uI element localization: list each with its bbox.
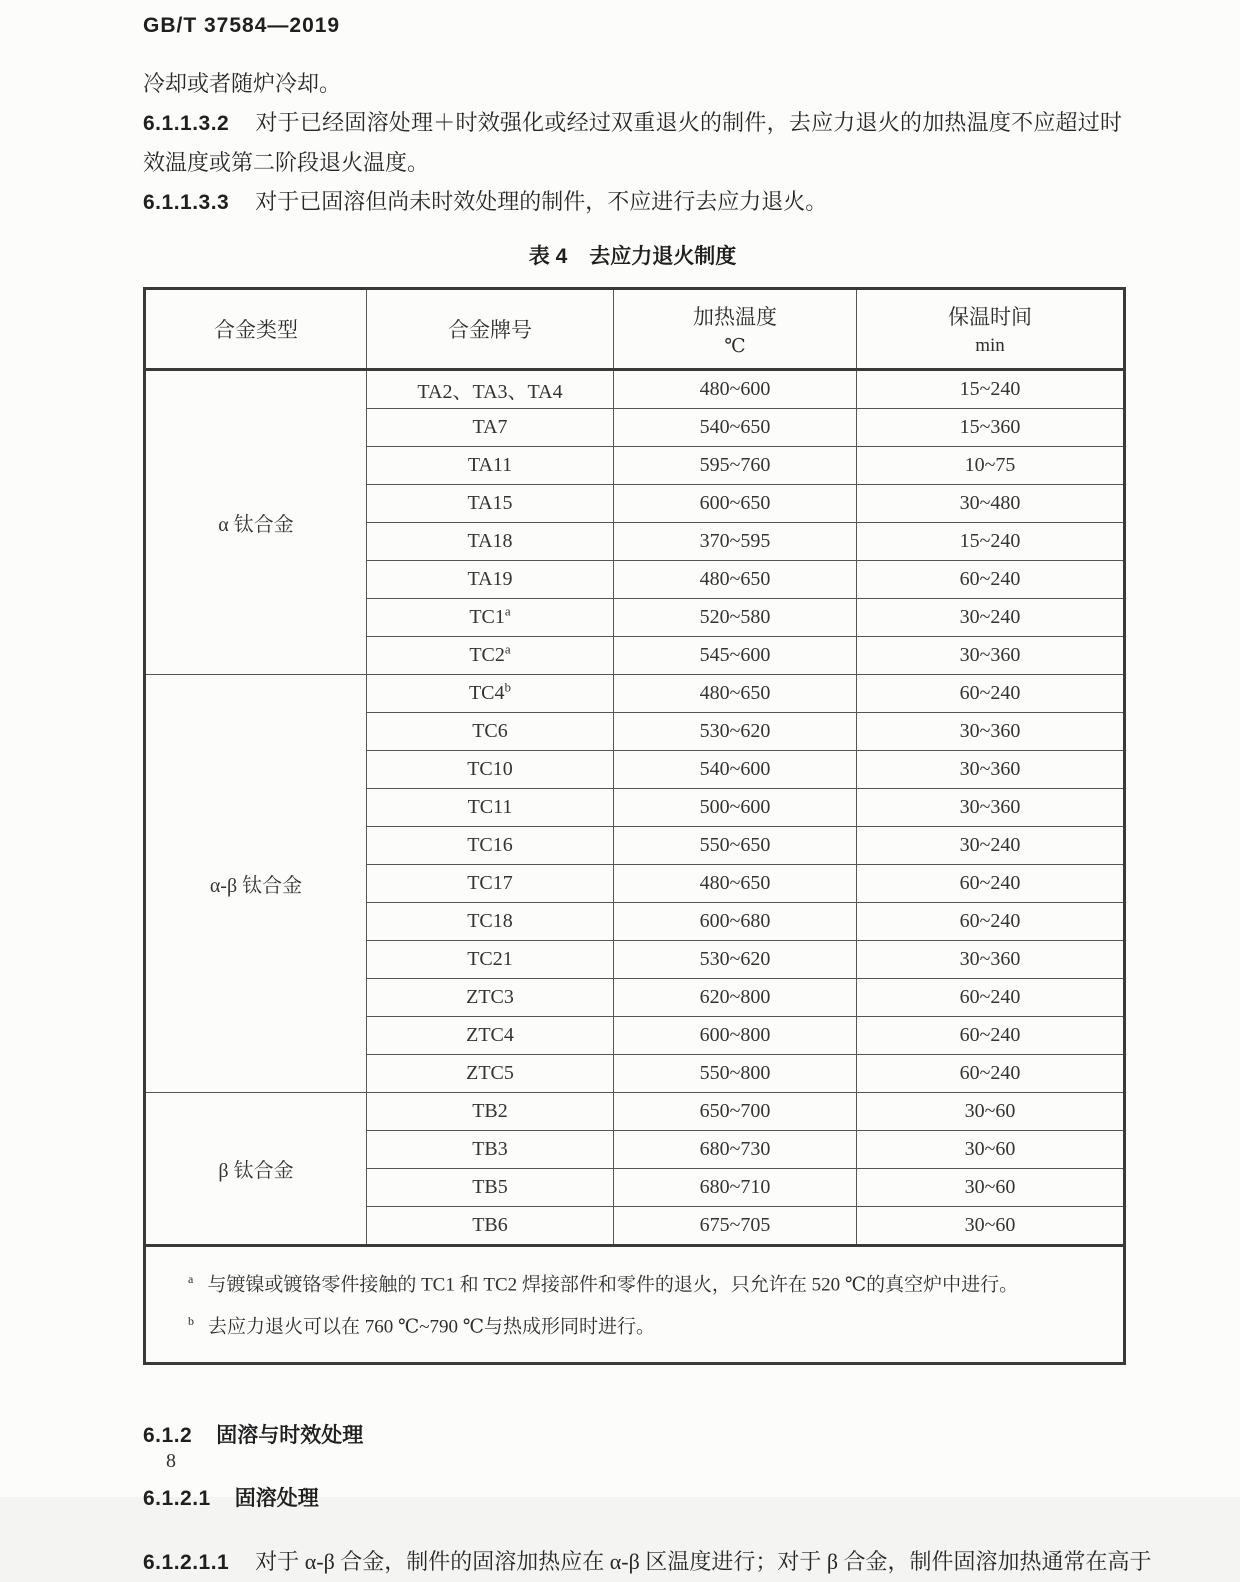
holding-time-cell: 60~240 xyxy=(857,903,1125,941)
heating-temp-cell: 595~760 xyxy=(614,447,857,485)
table-caption-label: 表 4 xyxy=(528,245,568,268)
alloy-grade-cell: TB6 xyxy=(367,1207,614,1246)
alloy-grade-cell: TA18 xyxy=(367,523,614,561)
alloy-grade-cell: TA11 xyxy=(367,447,614,485)
heating-temp-cell: 650~700 xyxy=(614,1093,857,1131)
heating-temp-cell: 500~600 xyxy=(614,789,857,827)
holding-time-cell: 15~360 xyxy=(857,409,1125,447)
heading-title: 固溶与时效处理 xyxy=(216,1423,364,1447)
clause-number: 6.1.2 xyxy=(143,1423,193,1447)
paragraph-cooling xyxy=(143,64,1122,103)
time-unit: min xyxy=(975,335,1005,356)
alloy-grade-cell: TC18 xyxy=(367,903,614,941)
alloy-grade-cell: TB5 xyxy=(367,1169,614,1207)
holding-time-cell: 30~240 xyxy=(857,599,1125,637)
holding-time-cell: 30~480 xyxy=(857,485,1125,523)
alloy-grade-cell: TC11 xyxy=(367,789,614,827)
table-row xyxy=(145,1093,1125,1131)
alloy-grade-cell: TA15 xyxy=(367,485,614,523)
standard-number: GB/T 37584—2019 xyxy=(143,14,341,37)
alloy-grade-cell: TC21 xyxy=(367,941,614,979)
alloy-type-cell: α 钛合金 xyxy=(145,370,367,675)
alloy-grade-cell: ZTC4 xyxy=(367,1017,614,1055)
clause-6-1-1-3-2 xyxy=(143,103,1122,182)
holding-time-cell: 60~240 xyxy=(857,561,1125,599)
table-caption xyxy=(143,240,1122,270)
holding-time-cell: 30~60 xyxy=(857,1093,1125,1131)
alloy-grade-cell: TC17 xyxy=(367,865,614,903)
footnote-text: 与镀镍或镀铬零件接触的 TC1 和 TC2 焊接部件和零件的退火，只允许在 520 ℃的真空炉中进行。 xyxy=(207,1274,1019,1296)
holding-time-cell: 60~240 xyxy=(857,1055,1125,1093)
heating-temp-cell: 530~620 xyxy=(614,713,857,751)
footnote-text: 去应力退火可以在 760 ℃~790 ℃与热成形同时进行。 xyxy=(208,1316,656,1338)
col-header-holding-time: 保温时间 min xyxy=(857,289,1125,370)
table-header-row xyxy=(145,289,1125,370)
table-footnote-row xyxy=(145,1246,1125,1364)
holding-time-cell: 60~240 xyxy=(857,675,1125,713)
clause-text: 对于 α-β 合金，制件的固溶加热应在 α-β 区温度进行；对于 β 合金，制件固溶加热通常在高于 xyxy=(255,1548,1152,1574)
alloy-grade-cell: TB3 xyxy=(367,1131,614,1169)
heating-temp-cell: 480~600 xyxy=(614,370,857,409)
heating-temp-cell: 480~650 xyxy=(614,675,857,713)
col-header-alloy-type: 合金类型 xyxy=(145,289,367,370)
holding-time-cell: 30~360 xyxy=(857,637,1125,675)
col-header-heating-temp: 加热温度 ℃ xyxy=(614,289,857,370)
paragraph-text: 冷却或者随炉冷却。 xyxy=(143,71,342,96)
alloy-grade-cell: TB2 xyxy=(367,1093,614,1131)
heating-temp-cell: 540~600 xyxy=(614,751,857,789)
heating-temp-cell: 675~705 xyxy=(614,1207,857,1246)
heating-temp-cell: 520~580 xyxy=(614,599,857,637)
clause-number: 6.1.1.3.2 xyxy=(143,112,230,135)
alloy-type-cell: β 钛合金 xyxy=(145,1093,367,1246)
alloy-grade-cell: TA7 xyxy=(367,409,614,447)
clause-text: 对于已固溶但尚未时效处理的制件，不应进行去应力退火。 xyxy=(255,189,828,214)
alloy-type-cell: α-β 钛合金 xyxy=(145,675,367,1093)
clause-6-1-1-3-3 xyxy=(143,182,1122,222)
alloy-grade-cell: ZTC5 xyxy=(367,1055,614,1093)
holding-time-cell: 30~240 xyxy=(857,827,1125,865)
heating-temp-cell: 480~650 xyxy=(614,561,857,599)
alloy-grade-cell: TA19 xyxy=(367,561,614,599)
holding-time-cell: 60~240 xyxy=(857,1017,1125,1055)
clause-number: 6.1.1.3.3 xyxy=(143,191,230,214)
heating-temp-cell: 540~650 xyxy=(614,409,857,447)
alloy-grade-cell: TC10 xyxy=(367,751,614,789)
alloy-grade-cell: ZTC3 xyxy=(367,979,614,1017)
heating-temp-cell: 600~650 xyxy=(614,485,857,523)
table-caption-title: 去应力退火制度 xyxy=(589,245,737,268)
heating-temp-cell: 530~620 xyxy=(614,941,857,979)
alloy-grade-cell: TA2、TA3、TA4 xyxy=(367,370,614,409)
holding-time-cell: 15~240 xyxy=(857,370,1125,409)
temp-unit: ℃ xyxy=(724,335,746,357)
clause-6-1-2-1-1 xyxy=(143,1542,1152,1582)
alloy-grade-cell: TC6 xyxy=(367,713,614,751)
heading-title: 固溶处理 xyxy=(234,1486,319,1510)
table-footnote xyxy=(188,1261,1113,1303)
footnote-mark: b xyxy=(188,1314,194,1329)
heating-temp-cell: 680~710 xyxy=(614,1169,857,1207)
clause-number: 6.1.2.1 xyxy=(143,1486,211,1510)
heating-temp-cell: 550~800 xyxy=(614,1055,857,1093)
holding-time-cell: 30~360 xyxy=(857,713,1125,751)
holding-time-cell: 15~240 xyxy=(857,523,1125,561)
heating-temp-cell: 600~680 xyxy=(614,903,857,941)
page-number: 8 xyxy=(166,1450,176,1472)
table-row xyxy=(145,675,1125,713)
stress-relief-annealing-table xyxy=(143,287,1126,1365)
clause-number: 6.1.2.1.1 xyxy=(143,1550,230,1574)
heading-6-1-2 xyxy=(143,1419,1122,1449)
alloy-grade-cell: TC1$^a$ xyxy=(367,599,614,637)
clause-text: 对于已经固溶处理＋时效强化或经过双重退火的制件，去应力退火的加热温度不应超过时效温度或第二阶段退火温度。 xyxy=(143,110,1122,175)
heating-temp-cell: 545~600 xyxy=(614,637,857,675)
alloy-grade-cell: TC2$^a$ xyxy=(367,637,614,675)
table-footnote xyxy=(188,1303,1113,1345)
holding-time-cell: 10~75 xyxy=(857,447,1125,485)
table-footnotes-cell xyxy=(145,1246,1125,1364)
holding-time-cell: 30~60 xyxy=(857,1131,1125,1169)
heating-temp-cell: 370~595 xyxy=(614,523,857,561)
holding-time-cell: 30~360 xyxy=(857,789,1125,827)
col-header-alloy-grade: 合金牌号 xyxy=(367,289,614,370)
heating-temp-cell: 620~800 xyxy=(614,979,857,1017)
holding-time-cell: 60~240 xyxy=(857,979,1125,1017)
heading-6-1-2-1 xyxy=(143,1482,1122,1512)
heating-temp-cell: 480~650 xyxy=(614,865,857,903)
holding-time-cell: 60~240 xyxy=(857,865,1125,903)
table-row xyxy=(145,370,1125,409)
heating-temp-cell: 550~650 xyxy=(614,827,857,865)
heating-temp-cell: 600~800 xyxy=(614,1017,857,1055)
holding-time-cell: 30~360 xyxy=(857,751,1125,789)
heating-temp-cell: 680~730 xyxy=(614,1131,857,1169)
footnote-mark: a xyxy=(188,1272,194,1286)
holding-time-cell: 30~60 xyxy=(857,1207,1125,1246)
alloy-grade-cell: TC16 xyxy=(367,827,614,865)
alloy-grade-cell: TC4$^b$ xyxy=(367,675,614,713)
holding-time-cell: 30~60 xyxy=(857,1169,1125,1207)
holding-time-cell: 30~360 xyxy=(857,941,1125,979)
